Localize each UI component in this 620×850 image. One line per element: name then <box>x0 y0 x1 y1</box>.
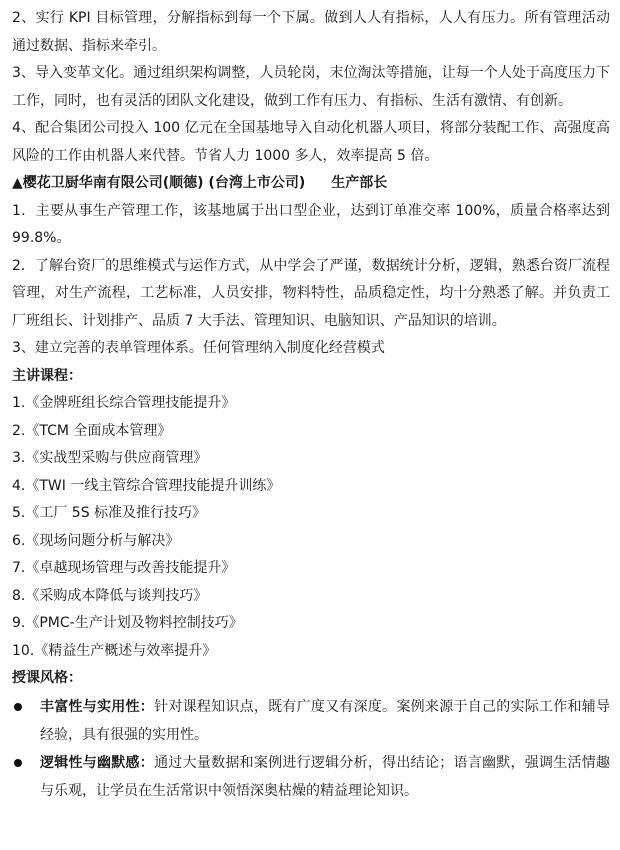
style-list <box>12 693 610 805</box>
style-term: 丰富性与实用性： <box>40 698 155 715</box>
style-term: 逻辑性与幽默感： <box>40 754 155 771</box>
course-item: 1.《金牌班组长综合管理技能提升》 <box>12 395 236 411</box>
company-item-3: 3、建立完善的表单管理体系。任何管理纳入制度化经营模式 <box>12 340 385 356</box>
style-text: 针对课程知识点，既有广度又有深度。案例来源于自己的实际工作和辅导经验，具有很强的实用性。 <box>40 698 611 743</box>
company-name: ▲樱花卫厨华南有限公司(顺德) (台湾上市公司) <box>12 175 306 191</box>
course-item: 3.《实战型采购与供应商管理》 <box>12 450 208 466</box>
course-item: 9.《PMC-生产计划及物料控制技巧》 <box>12 615 243 631</box>
company-department: 生产部长 <box>331 175 388 191</box>
course-item: 10.《精益生产概述与效率提升》 <box>12 642 217 659</box>
course-item: 2.《TCM 全面成本管理》 <box>12 422 172 439</box>
courses-heading: 主讲课程： <box>12 367 82 384</box>
intro-item-kpi: 2、实行 KPI 目标管理，分解指标到每一个下属。做到人人有指标，人人有压力。所有管理活动通过数据、指标来牵引。 <box>12 10 610 54</box>
style-text: 通过大量数据和案例进行逻辑分析，得出结论；语言幽默，强调生活情趣与乐观，让学员在生活常识中领悟深奥枯燥的精益理论知识。 <box>40 754 611 799</box>
course-list <box>12 390 610 665</box>
course-item: 5.《工厂 5S 标准及推行技巧》 <box>12 505 207 521</box>
course-item: 8.《采购成本降低与谈判技巧》 <box>12 587 208 604</box>
intro-item-robot: 4、配合集团公司投入 100 亿元在全国基地导入自动化机器人项目，将部分装配工作、高强度高风险的工作由机器人来代替。节省人力 1000 多人，效率提高 5 倍。 <box>12 120 610 164</box>
bullet-dot-icon <box>14 759 22 767</box>
intro-item-culture: 3、导入变革文化。通过组织架构调整，人员轮岗，末位淘汰等措施，让每一个人处于高度压力下工作，同时，也有灵活的团队文化建设，做到工作有压力、有指标、生活有激情、有创新。 <box>12 65 610 109</box>
company-item-2: 2．了解台资厂的思维模式与运作方式，从中学会了严谨，数据统计分析，逻辑，熟悉台资厂流程管理，对生产流程，工艺标准，人员安排，物料特性，品质稳定性，均十分熟悉了解。并负责工厂班组长、计划排产、品质 7 大手法、管理知识、电脑知识、产品知识的培训。 <box>12 257 610 329</box>
style-item-richness <box>12 693 610 749</box>
bullet-dot-icon <box>14 703 22 711</box>
course-item: 4.《TWI 一线主管综合管理技能提升训练》 <box>12 477 281 494</box>
course-item: 6.《现场问题分析与解决》 <box>12 532 180 549</box>
company-heading <box>12 170 610 198</box>
company-item-1: 1．主要从事生产管理工作，该基地属于出口型企业，达到订单准交率 100%，质量合格率达到 99.8%。 <box>12 202 610 246</box>
style-heading: 授课风格： <box>12 670 82 686</box>
course-item: 7.《卓越现场管理与改善技能提升》 <box>12 560 236 576</box>
style-item-logic <box>12 749 610 805</box>
